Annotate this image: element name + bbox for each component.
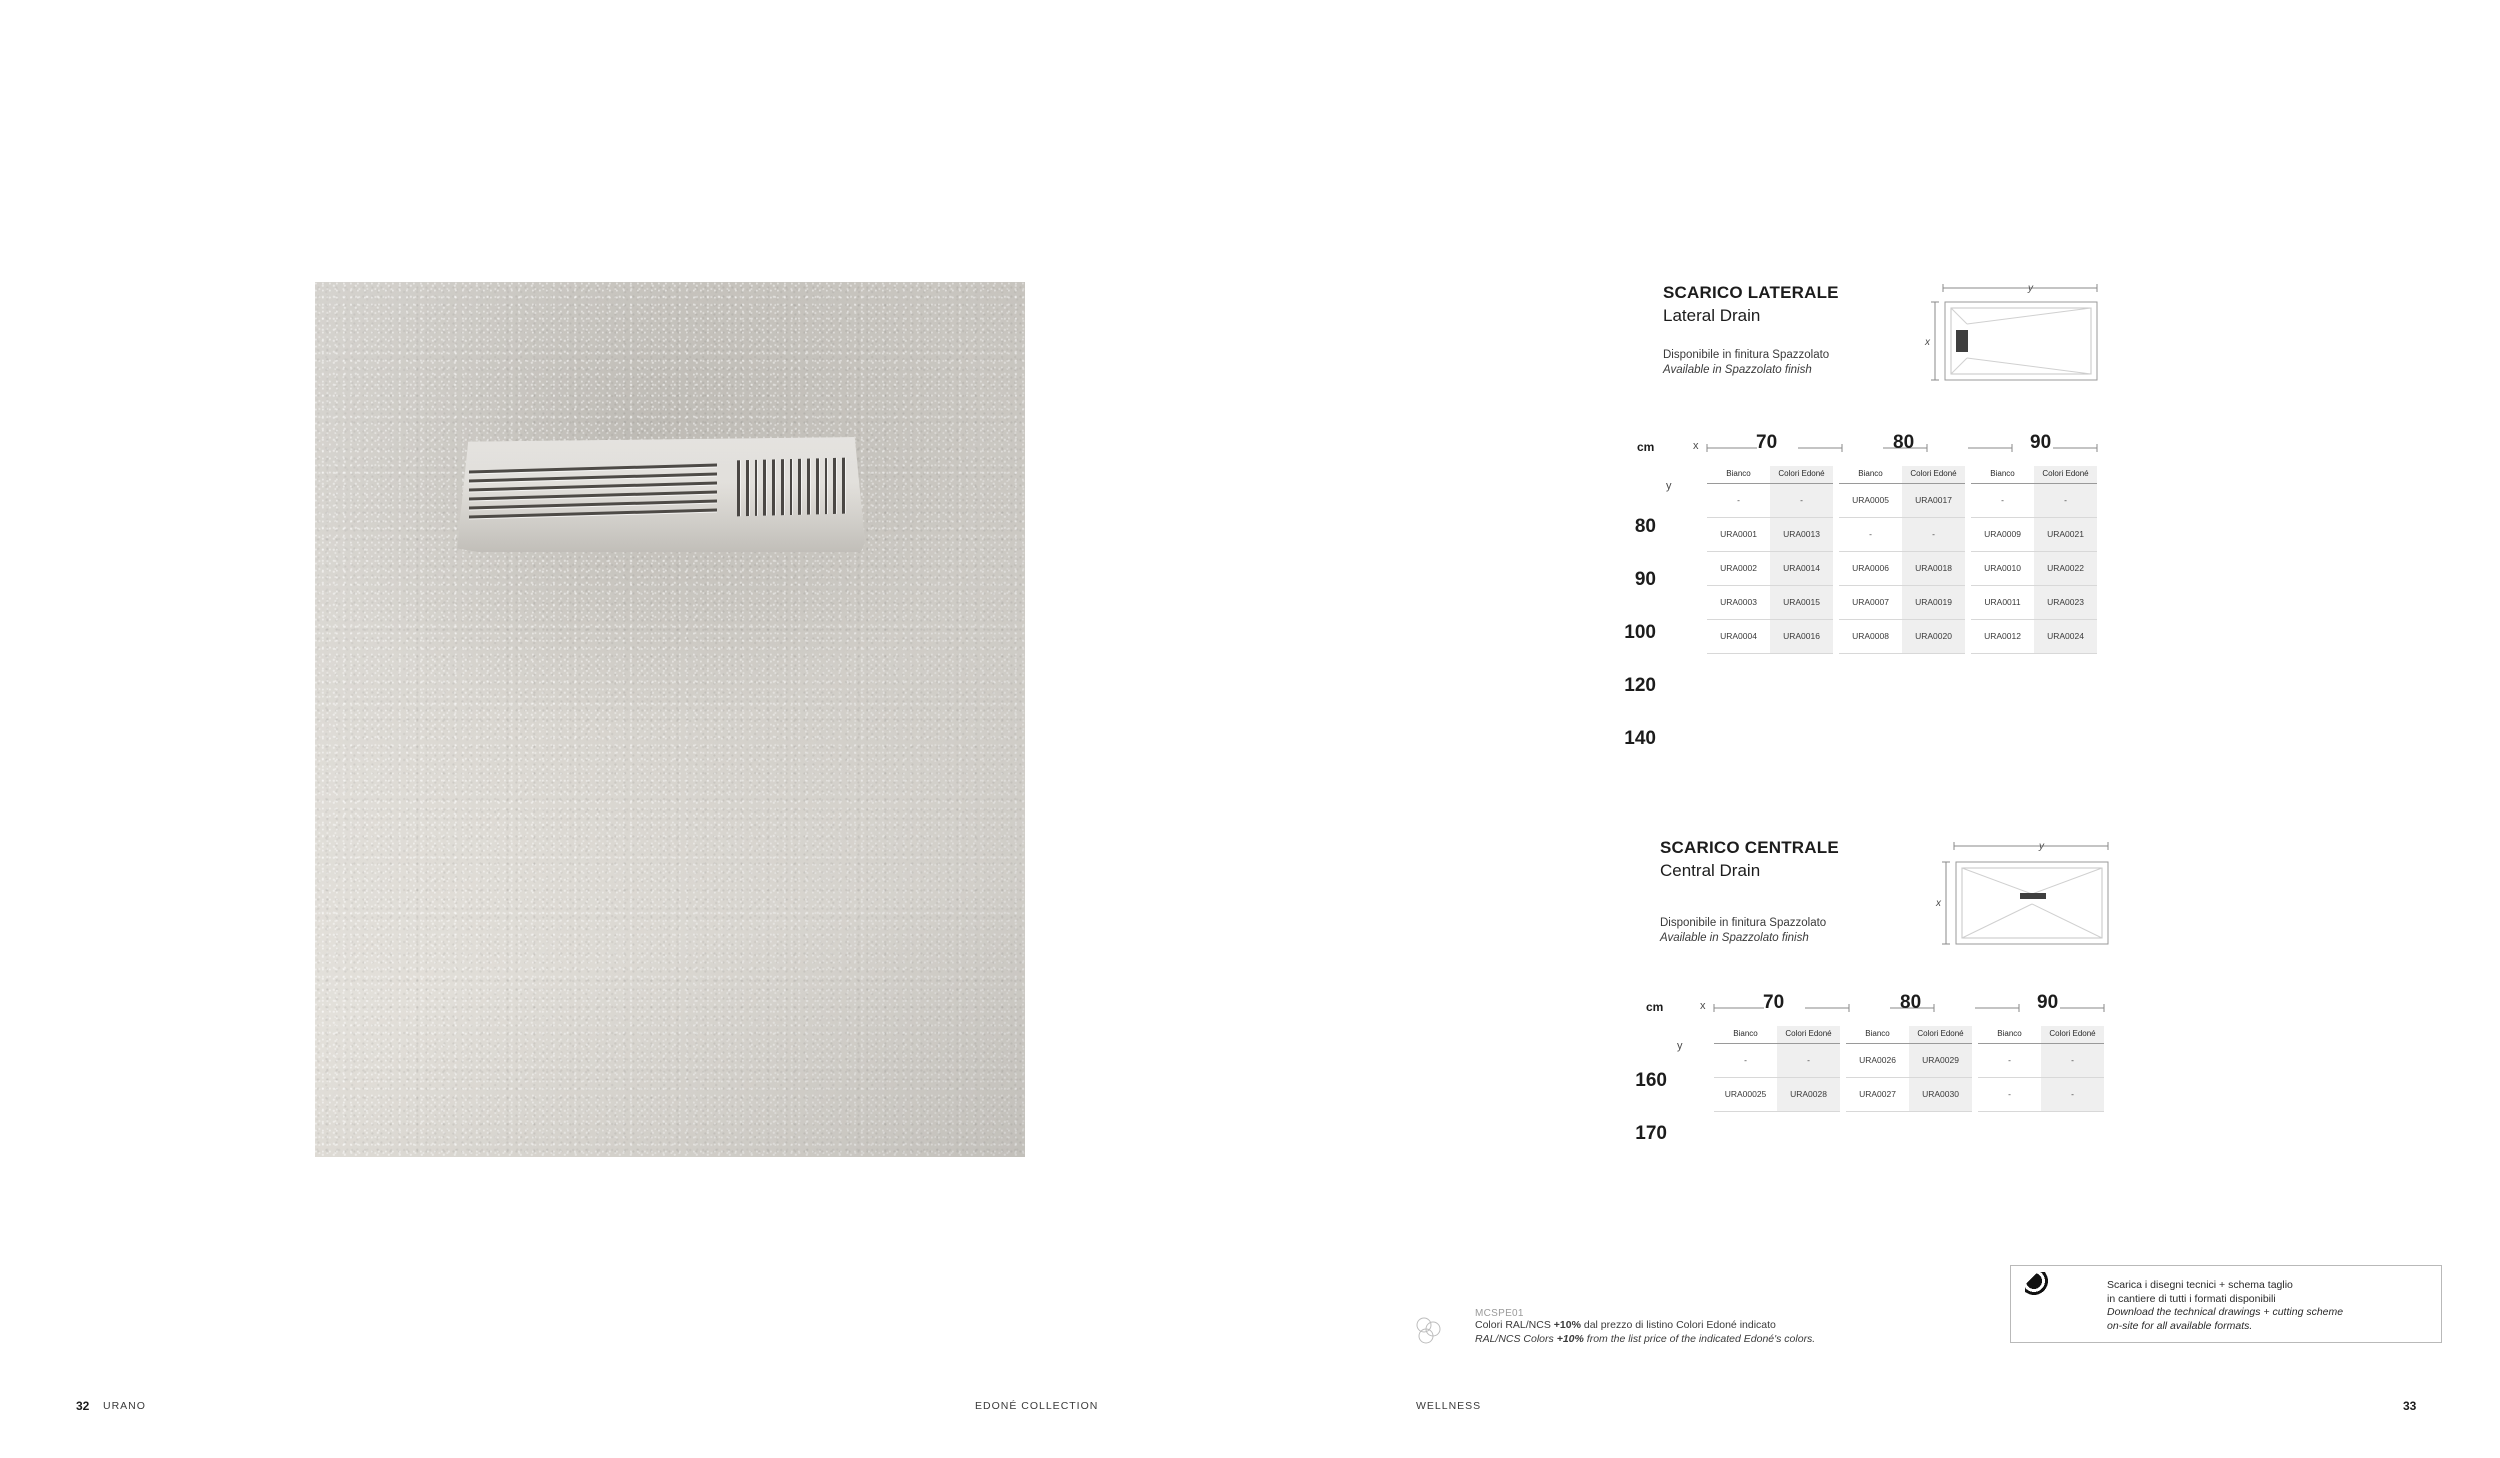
col-head-bianco-90: Bianco bbox=[1968, 466, 2034, 483]
central-y-header-170: 170 bbox=[1635, 1123, 1667, 1144]
lateral-y-axis-label: y bbox=[1666, 480, 1672, 492]
table-row bbox=[1707, 517, 2097, 551]
section-central-title-en: Central Drain bbox=[1660, 861, 1761, 880]
cell: URA0011 bbox=[1968, 585, 2034, 619]
lateral-y-header-120: 120 bbox=[1624, 675, 1656, 696]
central-x-header-80: 80 bbox=[1900, 992, 1922, 1013]
cell: URA0029 bbox=[1909, 1043, 1975, 1077]
section-lateral-title-en: Lateral Drain bbox=[1663, 306, 1761, 325]
qr-code[interactable] bbox=[2025, 1272, 2089, 1336]
cell: - bbox=[1836, 517, 1902, 551]
lateral-x-header-90: 90 bbox=[2030, 432, 2052, 453]
cell: URA0022 bbox=[2034, 551, 2097, 585]
cell: URA0008 bbox=[1836, 619, 1902, 653]
cell: URA0006 bbox=[1836, 551, 1902, 585]
cell: URA0004 bbox=[1707, 619, 1770, 653]
drain-slots-vertical bbox=[737, 458, 845, 517]
footer-label-right: WELLNESS bbox=[1416, 1400, 1482, 1412]
table-row bbox=[1707, 585, 2097, 619]
cell: URA0027 bbox=[1843, 1077, 1909, 1111]
lateral-y-header-90: 90 bbox=[1634, 569, 1656, 590]
lateral-diagram-x-label: x bbox=[1925, 337, 1930, 348]
col-head-colori-70: Colori Edoné bbox=[1777, 1026, 1843, 1043]
cell: URA0012 bbox=[1968, 619, 2034, 653]
col-head-bianco-80: Bianco bbox=[1836, 466, 1902, 483]
lateral-codes-table bbox=[1707, 466, 2097, 654]
cell: - bbox=[1714, 1043, 1777, 1077]
central-x-header-90: 90 bbox=[2037, 992, 2059, 1013]
footer-label-left: URANO bbox=[103, 1400, 146, 1412]
cell: URA0010 bbox=[1968, 551, 2034, 585]
cell: URA0016 bbox=[1770, 619, 1836, 653]
cell: URA0021 bbox=[2034, 517, 2097, 551]
lateral-unit-label: cm bbox=[1637, 440, 1655, 454]
cell: URA0014 bbox=[1770, 551, 1836, 585]
section-lateral-description: Disponibile in finitura Spazzolato Available in Spazzolato finish bbox=[1663, 349, 1830, 376]
cell: URA00025 bbox=[1714, 1077, 1777, 1111]
cell: URA0002 bbox=[1707, 551, 1770, 585]
cell: URA0001 bbox=[1707, 517, 1770, 551]
col-head-colori-80: Colori Edoné bbox=[1909, 1026, 1975, 1043]
section-lateral-title-it: SCARICO LATERALE bbox=[1663, 283, 1839, 302]
central-y-header-160: 160 bbox=[1635, 1070, 1667, 1091]
note-code: MCSPE01 bbox=[1475, 1308, 1524, 1319]
central-x-axis-label: x bbox=[1700, 1000, 1706, 1012]
cell: URA0018 bbox=[1902, 551, 1968, 585]
lateral-x-header-80: 80 bbox=[1893, 432, 1915, 453]
cell: - bbox=[1777, 1043, 1843, 1077]
central-diagram-y-label: y bbox=[2039, 841, 2044, 852]
col-head-colori-90: Colori Edoné bbox=[2041, 1026, 2104, 1043]
table-row bbox=[1707, 619, 2097, 653]
cell: - bbox=[1975, 1077, 2041, 1111]
cell: URA0013 bbox=[1770, 517, 1836, 551]
cell: - bbox=[1770, 483, 1836, 517]
color-palette-icon bbox=[1414, 1315, 1444, 1345]
cell: - bbox=[2041, 1077, 2104, 1111]
lateral-diagram-y-label: y bbox=[2028, 283, 2033, 294]
qr-panel-text bbox=[2107, 1279, 2427, 1333]
central-x-header-70: 70 bbox=[1763, 992, 1785, 1013]
footer-page-number-right: 33 bbox=[2403, 1399, 2417, 1413]
col-head-colori-70: Colori Edoné bbox=[1770, 466, 1836, 483]
cell: URA0003 bbox=[1707, 585, 1770, 619]
lateral-y-header-80: 80 bbox=[1634, 516, 1656, 537]
qr-line-4: on-site for all available formats. bbox=[2107, 1319, 2253, 1332]
central-diagram-x-label: x bbox=[1936, 898, 1941, 909]
cell: - bbox=[2034, 483, 2097, 517]
col-head-bianco-70: Bianco bbox=[1714, 1026, 1777, 1043]
cell: URA0017 bbox=[1902, 483, 1968, 517]
lateral-drain-diagram bbox=[1925, 280, 2125, 390]
cell: URA0009 bbox=[1968, 517, 2034, 551]
table-header-row bbox=[1707, 466, 2097, 483]
central-unit-label: cm bbox=[1646, 1000, 1664, 1014]
footer-label-center: EDONÉ COLLECTION bbox=[975, 1400, 1099, 1412]
cell: URA0019 bbox=[1902, 585, 1968, 619]
lateral-x-axis-label: x bbox=[1693, 440, 1699, 452]
section-central-title-it: SCARICO CENTRALE bbox=[1660, 838, 1839, 857]
cell: URA0005 bbox=[1836, 483, 1902, 517]
col-head-bianco-70: Bianco bbox=[1707, 466, 1770, 483]
lateral-y-header-140: 140 bbox=[1624, 728, 1656, 749]
central-codes-table bbox=[1714, 1026, 2104, 1112]
cell: URA0015 bbox=[1770, 585, 1836, 619]
cell: URA0007 bbox=[1836, 585, 1902, 619]
footer-page-number-left: 32 bbox=[76, 1399, 90, 1413]
cell: - bbox=[2041, 1043, 2104, 1077]
cell: URA0023 bbox=[2034, 585, 2097, 619]
qr-line-3: Download the technical drawings + cutting scheme bbox=[2107, 1306, 2344, 1318]
qr-download-panel[interactable] bbox=[2010, 1265, 2442, 1343]
col-head-colori-80: Colori Edoné bbox=[1902, 466, 1968, 483]
cell: - bbox=[1902, 517, 1968, 551]
lateral-y-header-100: 100 bbox=[1624, 622, 1656, 643]
note-line-it: Colori RAL/NCS +10% dal prezzo di listino Colori Edoné indicato bbox=[1475, 1319, 1776, 1331]
note-line-en: RAL/NCS Colors +10% from the list price of the indicated Edoné's colors. bbox=[1475, 1332, 1816, 1345]
cell: - bbox=[1968, 483, 2034, 517]
table-row bbox=[1707, 551, 2097, 585]
qr-line-2: in cantiere di tutti i formati disponibili bbox=[2107, 1292, 2276, 1305]
table-row bbox=[1714, 1077, 2104, 1111]
product-photo bbox=[315, 282, 1025, 1157]
central-y-axis-label: y bbox=[1677, 1040, 1683, 1052]
photo-sheen bbox=[315, 282, 1025, 1157]
cell: URA0020 bbox=[1902, 619, 1968, 653]
table-row bbox=[1707, 483, 2097, 517]
table-row bbox=[1714, 1043, 2104, 1077]
col-head-colori-90: Colori Edoné bbox=[2034, 466, 2097, 483]
central-drain-diagram bbox=[1936, 838, 2136, 958]
col-head-bianco-80: Bianco bbox=[1843, 1026, 1909, 1043]
col-head-bianco-90: Bianco bbox=[1975, 1026, 2041, 1043]
drain-grate bbox=[455, 437, 865, 552]
cell: - bbox=[1707, 483, 1770, 517]
cell: URA0024 bbox=[2034, 619, 2097, 653]
cell: - bbox=[1975, 1043, 2041, 1077]
ral-note bbox=[1475, 1308, 1945, 1346]
cell: URA0028 bbox=[1777, 1077, 1843, 1111]
qr-line-1: Scarica i disegni tecnici + schema taglio bbox=[2107, 1279, 2293, 1291]
cell: URA0026 bbox=[1843, 1043, 1909, 1077]
cell: URA0030 bbox=[1909, 1077, 1975, 1111]
table-header-row bbox=[1714, 1026, 2104, 1043]
lateral-x-header-70: 70 bbox=[1756, 432, 1778, 453]
section-central-description: Disponibile in finitura Spazzolato Available in Spazzolato finish bbox=[1660, 917, 1827, 944]
drain-slots-horizontal bbox=[469, 464, 717, 523]
